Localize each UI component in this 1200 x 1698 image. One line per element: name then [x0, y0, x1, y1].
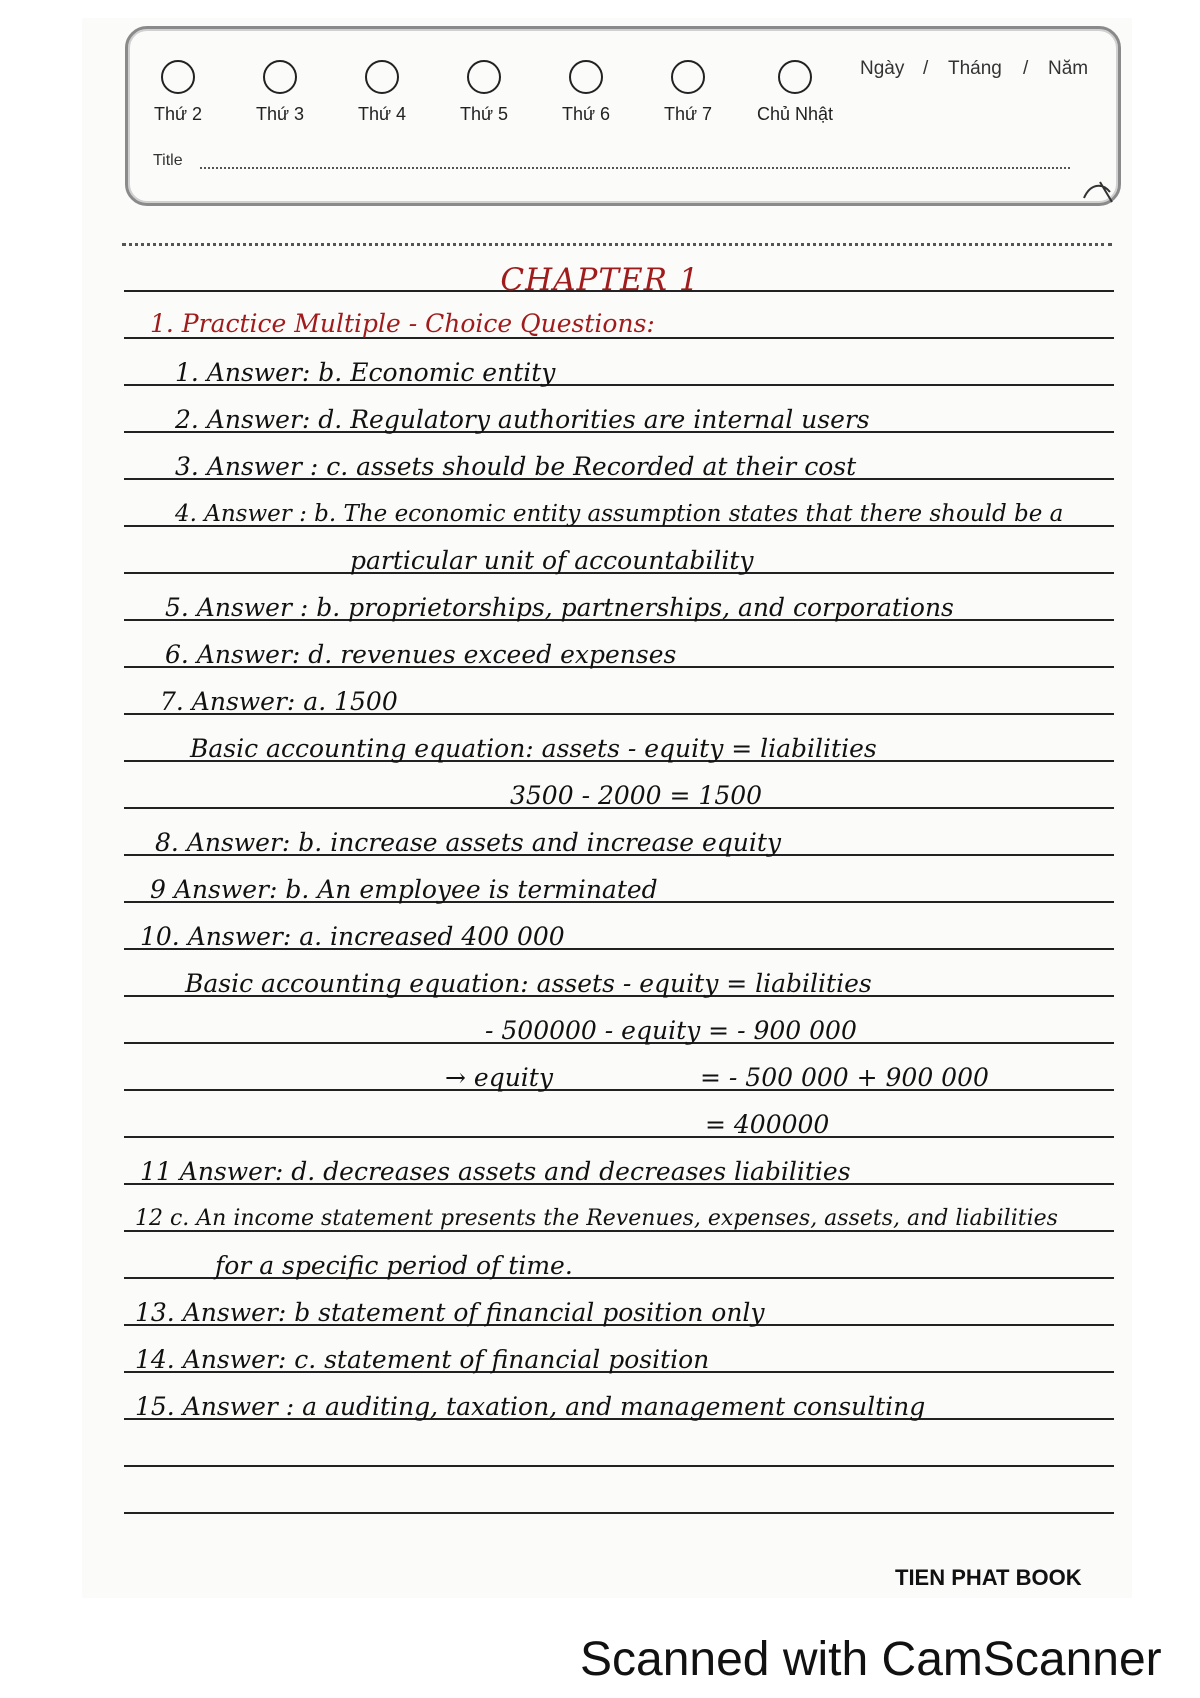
day-checkbox-icon [467, 60, 501, 94]
day-checkbox-icon [365, 60, 399, 94]
day-checkbox-icon [778, 60, 812, 94]
answer-line: 6. Answer: d. revenues exceed expenses [165, 640, 677, 669]
brand-label: TIEN PHAT BOOK [895, 1565, 1082, 1590]
answer-line: 7. Answer: a. 1500 [160, 687, 398, 716]
equation-line: Basic accounting equation: assets - equity = liabilities [190, 734, 877, 763]
scanner-watermark: Scanned with CamScanner [580, 1633, 1162, 1686]
answer-line: 2. Answer: d. Regulatory authorities are internal users [175, 405, 870, 434]
equation-line: 3500 - 2000 = 1500 [510, 781, 763, 810]
day-label: Thứ 5 [459, 104, 509, 124]
answer-line: 15. Answer : a auditing, taxation, and management consulting [135, 1392, 926, 1421]
answer-line: 10. Answer: a. increased 400 000 [140, 922, 565, 951]
day-label: Chủ Nhật [756, 104, 834, 124]
day-sunday [745, 48, 845, 125]
equation-line: - 500000 - equity = - 900 000 [485, 1016, 857, 1045]
answer-line: 1. Answer: b. Economic entity [175, 358, 556, 387]
day-tuesday [235, 48, 325, 125]
day-checkbox-icon [671, 60, 705, 94]
day-saturday [643, 48, 733, 125]
day-label: Thứ 2 [153, 104, 203, 124]
equation-line: → equity [445, 1063, 553, 1092]
day-monday [133, 48, 223, 125]
top-dotted-line [122, 243, 1112, 246]
corner-doodle-icon [1080, 178, 1116, 206]
date-year-label: Năm [1048, 58, 1089, 79]
answer-line: 8. Answer: b. increase assets and increase equity [155, 828, 782, 857]
equation-line: Basic accounting equation: assets - equity = liabilities [185, 969, 872, 998]
day-checkbox-icon [263, 60, 297, 94]
answer-line: 3. Answer : c. assets should be Recorded at their cost [175, 452, 857, 481]
equation-line: = 400000 [705, 1110, 830, 1139]
answer-line: 14. Answer: c. statement of financial position [135, 1345, 710, 1374]
day-label: Thứ 6 [561, 104, 611, 124]
day-label: Thứ 7 [663, 104, 713, 124]
date-separator: / [1023, 58, 1029, 79]
answer-line: 5. Answer : b. proprietorships, partnerships, and corporations [165, 593, 954, 622]
title-label: Title [153, 152, 183, 169]
answer-line: 4. Answer : b. The economic entity assumption states that there should be a [175, 501, 1064, 527]
day-label: Thứ 4 [357, 104, 407, 124]
day-checkbox-icon [161, 60, 195, 94]
answer-line: 11 Answer: d. decreases assets and decreases liabilities [140, 1157, 851, 1186]
equation-line: = - 500 000 + 900 000 [700, 1063, 989, 1092]
answer-line: 13. Answer: b statement of financial position only [135, 1298, 765, 1327]
day-wednesday [337, 48, 427, 125]
day-friday [541, 48, 631, 125]
date-separator: / [923, 58, 929, 79]
chapter-heading: CHAPTER 1 [500, 262, 700, 298]
day-thursday [439, 48, 529, 125]
day-checkbox-icon [569, 60, 603, 94]
answer-line-continued: for a specific period of time. [215, 1251, 573, 1280]
date-day-label: Ngày [860, 58, 905, 79]
section-heading: 1. Practice Multiple - Choice Questions: [150, 309, 655, 338]
answer-line: 9 Answer: b. An employee is terminated [150, 875, 658, 904]
answer-line-continued: particular unit of accountability [350, 546, 754, 575]
date-month-label: Tháng [948, 58, 1002, 79]
answer-line: 12 c. An income statement presents the Revenues, expenses, assets, and liabilities [135, 1206, 1058, 1231]
title-dotted-line [200, 167, 1070, 169]
day-label: Thứ 3 [255, 104, 305, 124]
